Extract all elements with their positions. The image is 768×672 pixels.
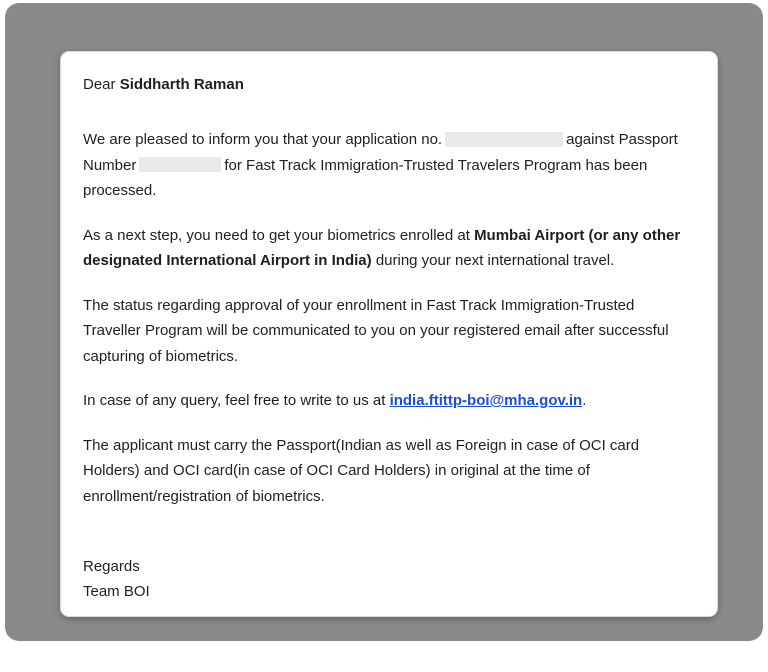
next-step-airport-emphasis: Mumbai Airport (or any other designated International Airport in India) bbox=[83, 226, 681, 269]
paragraph-query-contact bbox=[83, 388, 691, 414]
recipient-name: Siddharth Raman bbox=[119, 76, 244, 93]
paragraph-documents-required: The applicant must carry the Passport(Indian as well as Foreign in case of OCI card Holders) and OCI card(in case of OCI Card Holders) in original at the time of enrollment/registration of biometrics. bbox=[83, 436, 640, 505]
next-step-text-before: As a next step, you need to get your biometrics enrolled at bbox=[83, 226, 470, 244]
next-step-text-after: during your next international travel. bbox=[375, 252, 615, 269]
redacted-passport-number bbox=[139, 157, 221, 172]
paragraph-next-step bbox=[83, 223, 691, 274]
salutation bbox=[83, 74, 691, 96]
email-card bbox=[60, 51, 718, 617]
support-email-link[interactable]: india.ftittp-boi@mha.gov.in bbox=[389, 392, 583, 409]
query-contact-text-before: In case of any query, feel free to write to us at bbox=[83, 392, 386, 409]
application-status-text-between: against Passport Number bbox=[83, 131, 678, 174]
signoff-team: Team BOI bbox=[83, 583, 150, 600]
query-contact-text-after: . bbox=[582, 392, 587, 409]
screenshot-backdrop bbox=[5, 3, 763, 641]
salutation-greeting: Dear bbox=[83, 76, 116, 93]
signoff-regards: Regards bbox=[83, 558, 140, 575]
redacted-application-number bbox=[445, 132, 563, 147]
paragraph-approval-status: The status regarding approval of your enrollment in Fast Track Immigration-Trusted Traveller Program will be communicated to you on your registered email after successful capturing of biometrics. bbox=[83, 296, 669, 365]
paragraph-application-status bbox=[83, 127, 691, 204]
application-status-text-after: for Fast Track Immigration-Trusted Travelers Program has been processed. bbox=[83, 156, 648, 199]
signoff-block bbox=[83, 509, 691, 604]
application-status-text-before: We are pleased to inform you that your application no. bbox=[83, 131, 443, 148]
email-body bbox=[61, 52, 717, 617]
